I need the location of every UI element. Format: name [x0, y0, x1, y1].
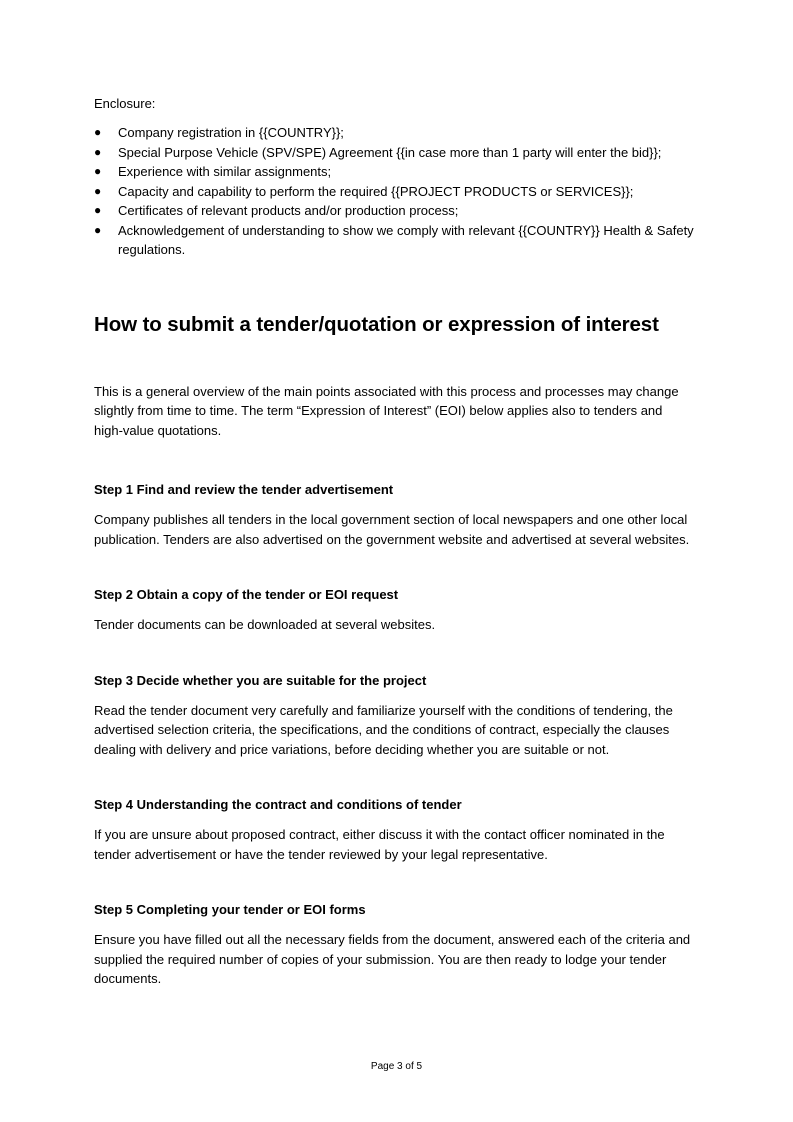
list-item [94, 123, 694, 143]
step-body: Company publishes all tenders in the local government section of local newspapers and one other local publication. Tenders are also advertised on the government website and advertised at several websites. [94, 512, 690, 547]
list-item [94, 182, 694, 202]
bullet-icon: ● [94, 183, 102, 198]
list-item-text: Company registration in {{COUNTRY}}; [118, 125, 344, 140]
bullet-icon: ● [94, 203, 102, 217]
list-item [94, 221, 694, 260]
bullet-icon: ● [94, 222, 102, 237]
step-2 [94, 585, 694, 635]
list-item [94, 201, 694, 221]
list-item-text: Capacity and capability to perform the required {{PROJECT PRODUCTS or SERVICES}}; [118, 183, 634, 199]
step-title: Step 1 Find and review the tender advertisement [94, 482, 394, 497]
step-4 [94, 795, 694, 864]
step-title: Step 4 Understanding the contract and conditions of tender [94, 797, 462, 812]
list-item [94, 143, 694, 163]
step-body: Tender documents can be downloaded at several websites. [94, 617, 436, 632]
page-content [94, 94, 694, 989]
step-body: Read the tender document very carefully and familiarize yourself with the conditions of tendering, the advertised selection criteria, the specifications, and the conditions of contract, especially the clauses dealing with delivery and price variations, before deciding whether you are suitable or not. [94, 702, 673, 757]
step-title: Step 5 Completing your tender or EOI forms [94, 902, 366, 917]
list-item-text: Acknowledgement of understanding to show we comply with relevant {{COUNTRY}} Health & Safety regulations. [118, 222, 694, 257]
step-title: Step 3 Decide whether you are suitable for the project [94, 672, 427, 688]
step-body: If you are unsure about proposed contract, either discuss it with the contact officer nominated in the tender advertisement or have the tender reviewed by your legal representative. [94, 827, 665, 862]
list-item-text: Special Purpose Vehicle (SPV/SPE) Agreement {{in case more than 1 party will enter the bid}}; [118, 144, 662, 160]
list-item [94, 162, 694, 182]
bullet-icon: ● [94, 144, 102, 159]
enclosure-label: Enclosure: [94, 96, 156, 111]
list-item-text: Experience with similar assignments; [118, 164, 332, 179]
enclosure-list [94, 123, 694, 260]
list-item-text: Certificates of relevant products and/or production process; [118, 203, 459, 218]
step-3 [94, 671, 694, 760]
page-number-footer: Page 3 of 5 [370, 1061, 423, 1072]
bullet-icon: ● [94, 125, 102, 139]
step-1 [94, 480, 694, 549]
intro-paragraph: This is a general overview of the main points associated with this process and processes may change slightly from time to time. The term “Expression of Interest” (EOI) below applies also to tenders and high-value quotations. [94, 383, 679, 438]
section-heading: How to submit a tender/quotation or expression of interest [94, 312, 659, 336]
bullet-icon: ● [94, 164, 102, 178]
step-5 [94, 900, 694, 989]
step-title: Step 2 Obtain a copy of the tender or EOI request [94, 587, 399, 602]
step-body: Ensure you have filled out all the necessary fields from the document, answered each of the criteria and supplied the required number of copies of your submission. You are then ready to lodge your tender documents. [94, 932, 691, 986]
